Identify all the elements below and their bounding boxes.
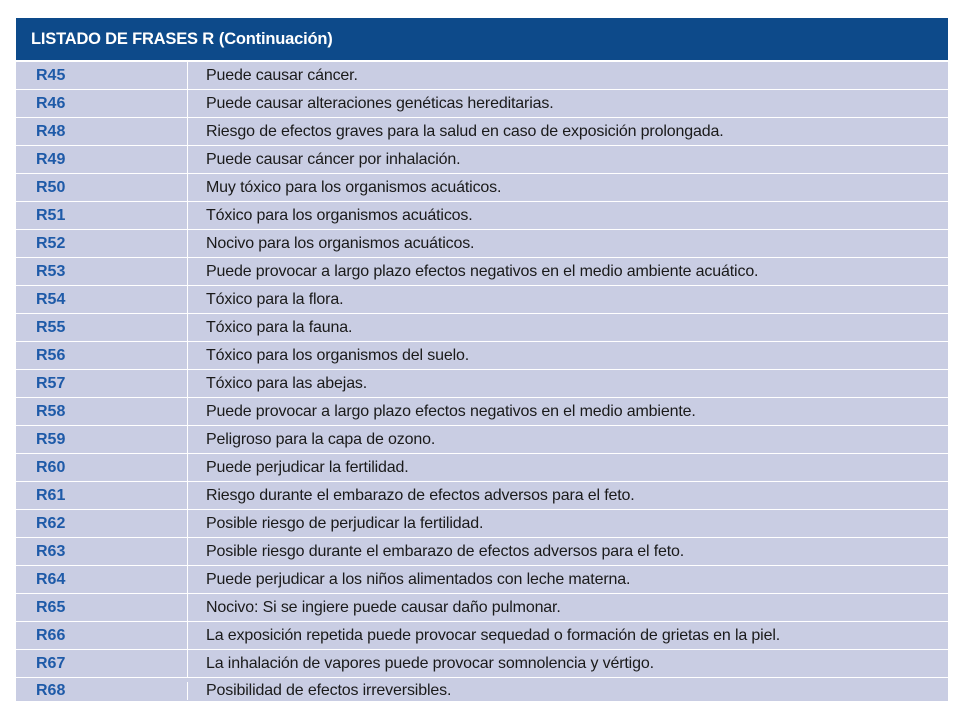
r-phrases-document <box>16 18 948 701</box>
table-row <box>16 538 948 566</box>
phrase-description: Muy tóxico para los organismos acuáticos. <box>206 178 502 196</box>
phrase-code: R52 <box>16 230 188 257</box>
table-row <box>16 258 948 286</box>
table-row <box>16 650 948 678</box>
table-row <box>16 342 948 370</box>
table-row <box>16 314 948 342</box>
phrase-description: Puede perjudicar la fertilidad. <box>206 458 409 476</box>
phrase-code: R58 <box>16 398 188 425</box>
phrase-code: R62 <box>16 510 188 537</box>
table-row <box>16 118 948 146</box>
table-row <box>16 454 948 482</box>
phrase-description: Puede causar cáncer. <box>206 66 358 84</box>
table-row <box>16 230 948 258</box>
phrase-code: R55 <box>16 314 188 341</box>
phrase-code: R53 <box>16 258 188 285</box>
phrase-code: R46 <box>16 90 188 117</box>
phrase-code: R67 <box>16 650 188 677</box>
phrase-description: Puede provocar a largo plazo efectos negativos en el medio ambiente. <box>206 402 696 420</box>
phrase-code: R66 <box>16 622 188 649</box>
phrase-description: Tóxico para la flora. <box>206 290 344 308</box>
phrase-description: Riesgo de efectos graves para la salud en caso de exposición prolongada. <box>206 122 724 140</box>
phrase-description: Tóxico para los organismos del suelo. <box>206 346 470 364</box>
phrase-description: La inhalación de vapores puede provocar somnolencia y vértigo. <box>206 654 654 672</box>
phrase-description: Nocivo para los organismos acuáticos. <box>206 234 475 252</box>
phrase-code: R50 <box>16 174 188 201</box>
phrase-description: Tóxico para las abejas. <box>206 374 368 392</box>
table-title-suffix: (Continuación) <box>218 29 333 48</box>
phrase-description: Posibilidad de efectos irreversibles. <box>206 682 452 699</box>
table-row <box>16 146 948 174</box>
table-row <box>16 370 948 398</box>
phrase-description: Peligroso para la capa de ozono. <box>206 430 436 448</box>
phrase-code: R64 <box>16 566 188 593</box>
phrase-code: R61 <box>16 482 188 509</box>
phrase-code: R65 <box>16 594 188 621</box>
phrase-description: Posible riesgo de perjudicar la fertilidad. <box>206 514 484 532</box>
phrase-code: R60 <box>16 454 188 481</box>
phrase-code: R56 <box>16 342 188 369</box>
table-row <box>16 90 948 118</box>
phrase-code: R48 <box>16 118 188 145</box>
phrase-description: Puede causar alteraciones genéticas hereditarias. <box>206 94 554 112</box>
table-row <box>16 398 948 426</box>
phrase-code: R63 <box>16 538 188 565</box>
table-row <box>16 202 948 230</box>
phrase-code: R45 <box>16 62 188 89</box>
phrase-description: Posible riesgo durante el embarazo de efectos adversos para el feto. <box>206 542 685 560</box>
table-title: LISTADO DE FRASES R <box>31 29 214 48</box>
phrase-description: Nocivo: Si se ingiere puede causar daño pulmonar. <box>206 598 561 616</box>
phrase-code: R59 <box>16 426 188 453</box>
table-row <box>16 510 948 538</box>
phrase-description: Puede perjudicar a los niños alimentados con leche materna. <box>206 570 631 588</box>
phrase-description: Puede provocar a largo plazo efectos negativos en el medio ambiente acuático. <box>206 262 759 280</box>
table-row <box>16 678 948 700</box>
phrase-description: Riesgo durante el embarazo de efectos adversos para el feto. <box>206 486 635 504</box>
phrase-description: Tóxico para la fauna. <box>206 318 353 336</box>
phrase-code: R68 <box>16 682 188 700</box>
r-phrases-table <box>16 62 948 701</box>
phrase-code: R54 <box>16 286 188 313</box>
table-row <box>16 286 948 314</box>
table-row <box>16 622 948 650</box>
table-row <box>16 566 948 594</box>
table-row <box>16 482 948 510</box>
phrase-description: La exposición repetida puede provocar sequedad o formación de grietas en la piel. <box>206 626 781 644</box>
table-row <box>16 426 948 454</box>
phrase-code: R51 <box>16 202 188 229</box>
table-row <box>16 62 948 90</box>
phrase-code: R49 <box>16 146 188 173</box>
phrase-code: R57 <box>16 370 188 397</box>
table-row <box>16 174 948 202</box>
table-title-bar <box>16 18 948 60</box>
phrase-description: Puede causar cáncer por inhalación. <box>206 150 461 168</box>
phrase-description: Tóxico para los organismos acuáticos. <box>206 206 473 224</box>
table-row <box>16 594 948 622</box>
